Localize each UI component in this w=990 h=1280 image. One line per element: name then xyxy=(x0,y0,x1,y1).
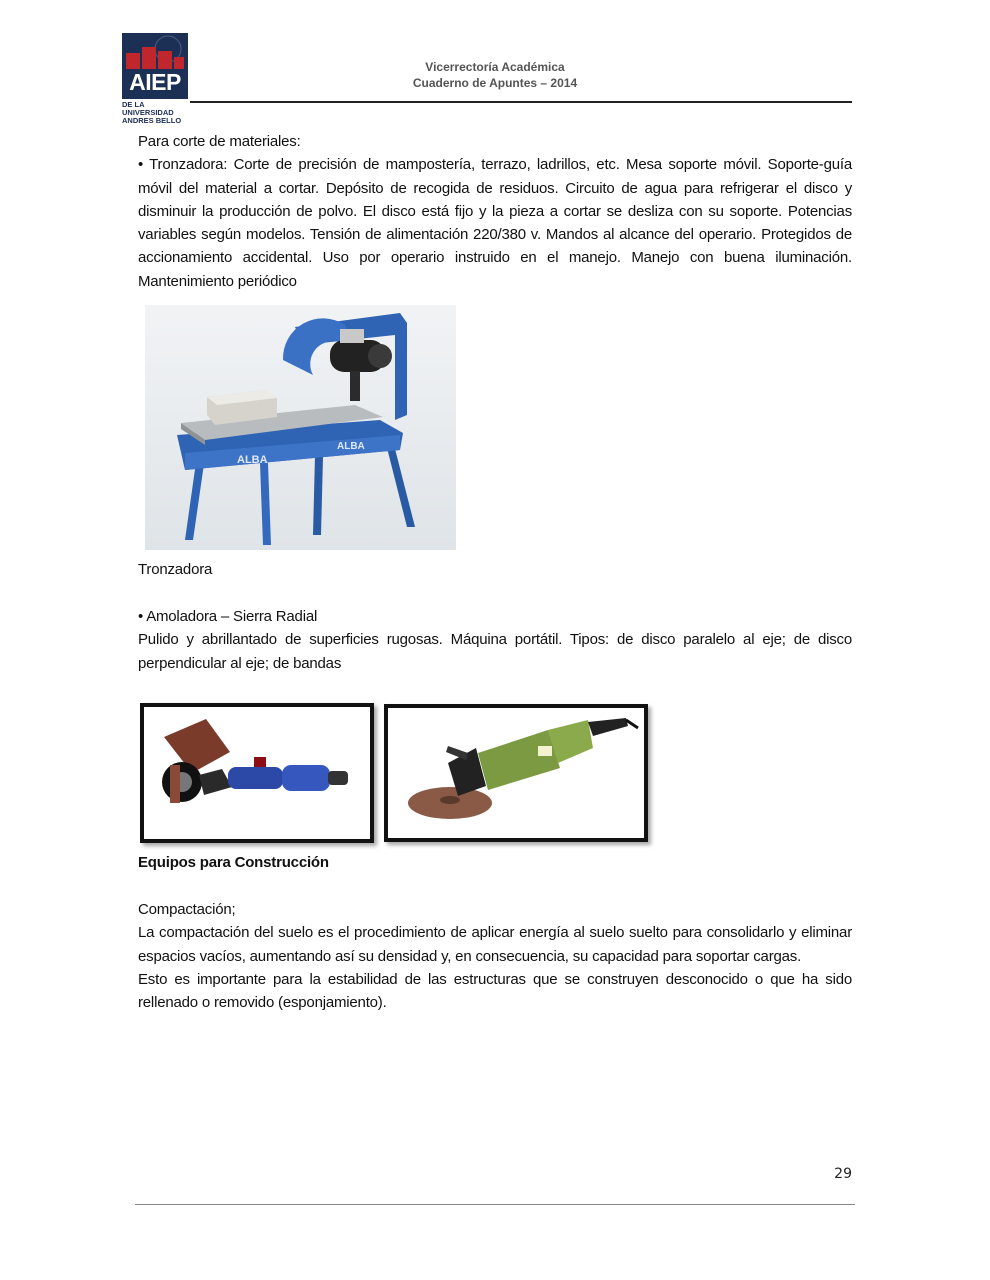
brand-label-side: ALBA xyxy=(337,441,365,452)
angle-grinder-image xyxy=(384,704,648,842)
brand-label-front: ALBA xyxy=(237,454,268,466)
compactacion-title: Compactación; xyxy=(138,901,236,918)
amoladora-section xyxy=(138,605,852,675)
tronzadora-image xyxy=(145,305,456,550)
tronzadora-paragraph: • Tronzadora: Corte de precisión de mampostería, terrazo, ladrillos, etc. Mesa soporte móvil. Soporte-guía móvil del material a cortar. Depósito de recogida de residuos. Circuito de agua para refrigerar el disco y disminuir la producción de polvo. El disco está fijo y la pieza a cortar se desliza con su soporte. Potencias variables según modelos. Tensión de alimentación 220/380 v. Mandos al alcance del operario. Protegidos de accionamiento accidental. Uso por operario instruido en el manejo. Manejo con buena iluminación. Mantenimiento periódico xyxy=(138,156,852,290)
tronzadora-caption: Tronzadora xyxy=(138,561,213,578)
intro-section xyxy=(138,130,852,293)
angle-grinder-illustration xyxy=(388,708,644,838)
header-line-2: Cuaderno de Apuntes – 2014 xyxy=(412,76,578,90)
header-divider xyxy=(190,101,852,103)
tronzadora-illustration xyxy=(145,305,456,550)
aiep-logo xyxy=(122,33,190,125)
belt-grinder-image xyxy=(140,703,374,843)
section-heading: Equipos para Construcción xyxy=(138,854,329,871)
logo-subtitle-line1: DE LA UNIVERSIDAD xyxy=(122,100,174,117)
belt-grinder-illustration xyxy=(144,707,370,839)
logo-subtitle xyxy=(122,101,190,125)
logo-subtitle-line2: ANDRES BELLO xyxy=(122,116,182,125)
amoladora-paragraph: Pulido y abrillantado de superficies rugosas. Máquina portátil. Tipos: de disco paralelo al eje; de disco perpendicular al eje; de bandas xyxy=(138,631,852,672)
header-line-1: Vicerrectoría Académica xyxy=(425,60,565,74)
compactacion-paragraph-2: Esto es importante para la estabilidad de las estructuras que se construyen desconocido o que ha sido rellenado o removido (esponjamiento). xyxy=(138,970,852,1012)
amoladora-title: • Amoladora – Sierra Radial xyxy=(138,608,318,625)
document-header xyxy=(380,59,610,91)
compactacion-section xyxy=(138,898,852,1014)
footer-divider xyxy=(135,1204,855,1205)
logo-emblem xyxy=(122,33,188,99)
page-number: 29 xyxy=(834,1166,852,1182)
intro-text: Para corte de materiales: xyxy=(138,133,301,150)
logo-title: AIEP xyxy=(129,69,181,95)
logo-building-icon xyxy=(122,33,188,69)
compactacion-paragraph-1: La compactación del suelo es el procedimiento de aplicar energía al suelo suelto para consolidarlo y eliminar espacios vacíos, aumentando así su densidad y, en consecuencia, su capacidad para soportar cargas. xyxy=(138,924,852,965)
